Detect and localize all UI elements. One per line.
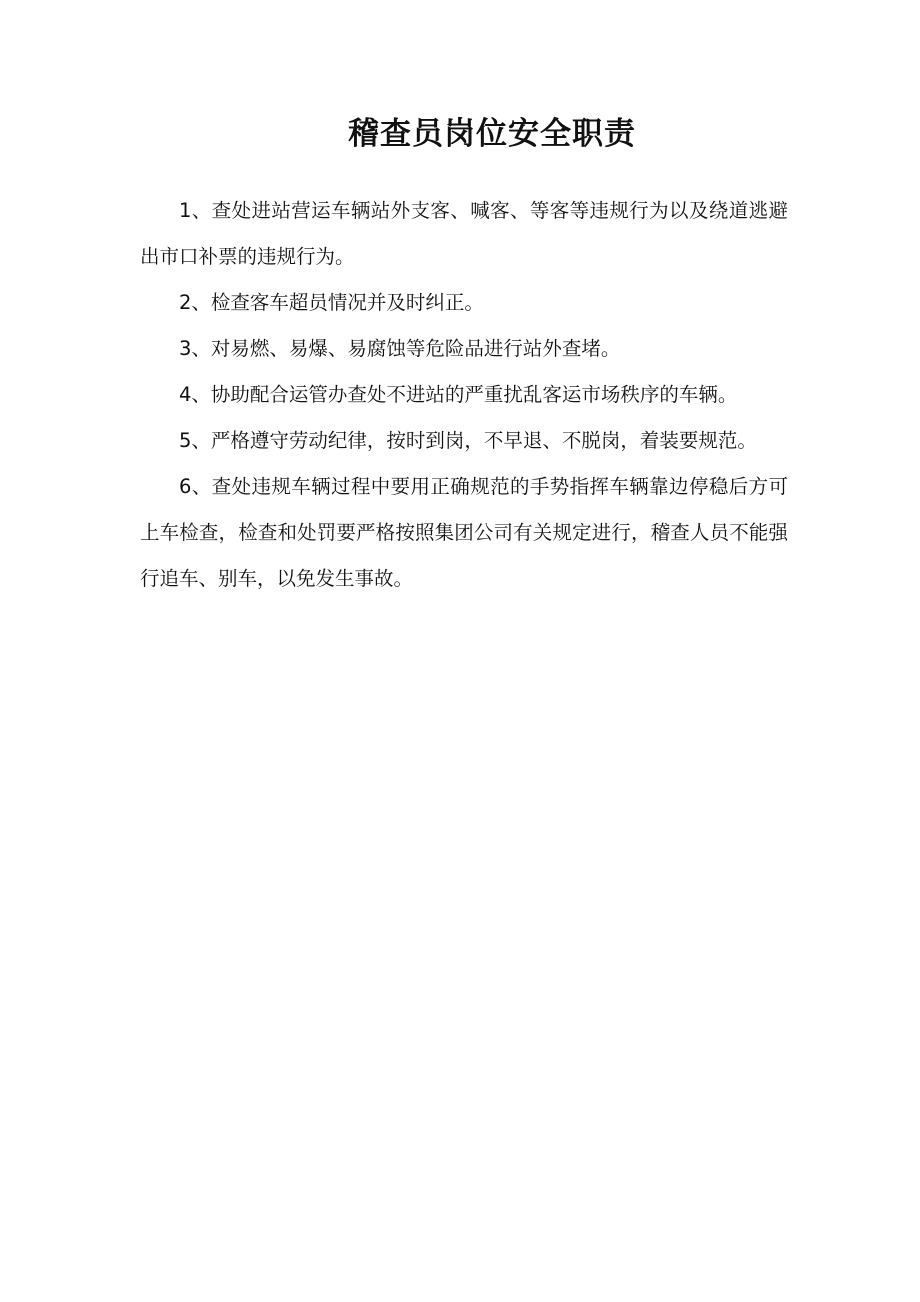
document-body [140,188,788,602]
duty-item-1: 1、查处进站营运车辆站外支客、喊客、等客等违规行为以及绕道逃避出市口补票的违规行为。 [140,199,788,268]
duty-item-5: 5、严格遵守劳动纪律，按时到岗，不早退、不脱岗，着装要规范。 [179,429,757,452]
duty-item-6: 6、查处违规车辆过程中要用正确规范的手势指挥车辆靠边停稳后方可上车检查，检查和处罚要严格按照集团公司有关规定进行，稽查人员不能强行追车、别车，以免发生事故。 [140,475,788,590]
document-title: 稽查员岗位安全职责 [348,116,636,152]
duty-item-3: 3、对易燃、易爆、易腐蚀等危险品进行站外查堵。 [179,337,621,360]
duty-item-4: 4、协助配合运管办查处不进站的严重扰乱客运市场秩序的车辆。 [179,383,738,406]
duty-item-2: 2、检查客车超员情况并及时纠正。 [179,291,484,314]
